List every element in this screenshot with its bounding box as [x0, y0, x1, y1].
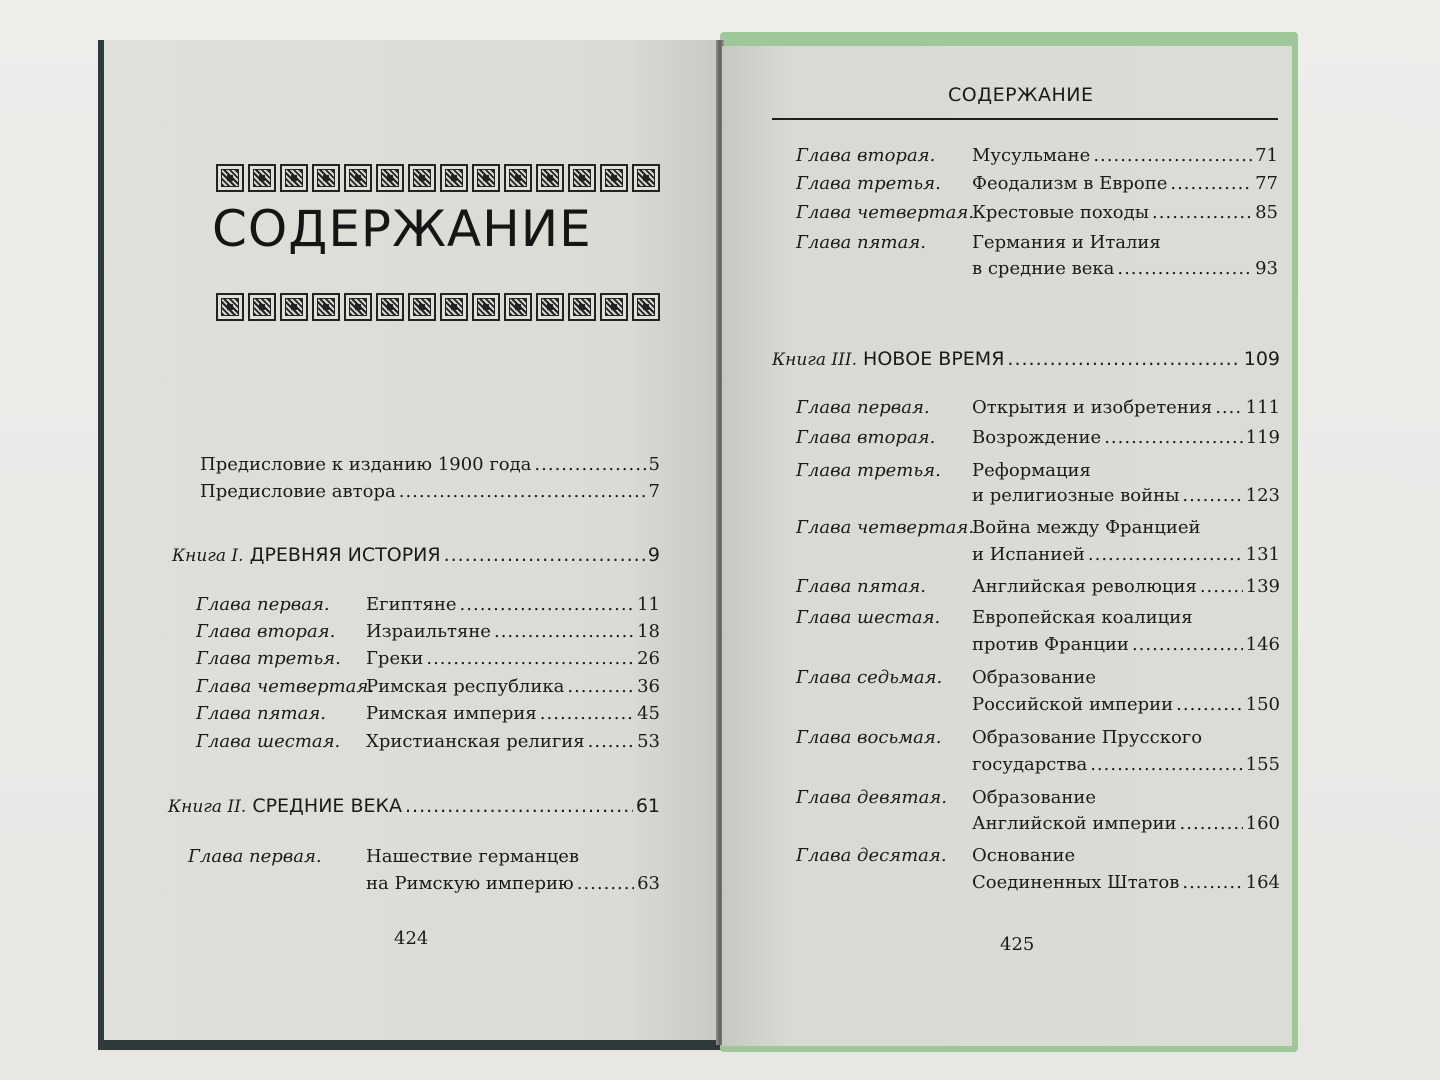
- toc-chapter[interactable]: Глава восьмая. Образование Прусского: [796, 727, 1203, 748]
- toc-chapter[interactable]: Глава шестая. Европейская коалиция: [796, 607, 1193, 628]
- toc-chapter[interactable]: Глава четвертая. Война между Францией: [796, 517, 1201, 538]
- toc-chapter-cont[interactable]: на Римскую империю ..... 63: [366, 873, 660, 894]
- toc-book-2[interactable]: Книга II. СРЕДНИЕ ВЕКА ..... 61: [168, 795, 660, 817]
- toc-chapter[interactable]: Глава первая. Нашествие германцев: [188, 846, 580, 867]
- toc-entry-preface-1900[interactable]: Предисловие к изданию 1900 года ..... 5: [200, 454, 660, 475]
- toc-chapter[interactable]: Глава пятая. Английская революция ..... 139: [796, 576, 1280, 597]
- toc-chapter-cont[interactable]: Соединенных Штатов ..... 164: [972, 872, 1280, 893]
- running-header: СОДЕРЖАНИЕ: [948, 84, 1094, 106]
- toc-chapter[interactable]: Глава вторая. Мусульмане ..... 71: [796, 145, 1278, 166]
- toc-chapter[interactable]: Глава вторая. Возрождение ..... 119: [796, 427, 1280, 448]
- toc-chapter[interactable]: Глава девятая. Образование: [796, 787, 1097, 808]
- toc-chapter[interactable]: Глава пятая. Германия и Италия: [796, 232, 1161, 253]
- toc-chapter-cont[interactable]: Английской империи ..... 160: [972, 813, 1280, 834]
- toc-entry-preface-author[interactable]: Предисловие автора ..... 7: [200, 481, 660, 502]
- toc-chapter[interactable]: Глава вторая. Израильтяне ..... 18: [196, 621, 660, 642]
- header-rule: [772, 118, 1278, 120]
- toc-chapter-cont[interactable]: в средние века ..... 93: [972, 258, 1278, 279]
- toc-chapter-cont[interactable]: и Испанией ..... 131: [972, 544, 1280, 565]
- toc-chapter[interactable]: Глава четвертая. Крестовые походы ..... 85: [796, 202, 1278, 223]
- page-number-left: 424: [394, 928, 429, 949]
- toc-book-1[interactable]: Книга I. ДРЕВНЯЯ ИСТОРИЯ ..... 9: [172, 544, 660, 566]
- toc-chapter[interactable]: Глава третья. Реформация: [796, 460, 1091, 481]
- toc-chapter-cont[interactable]: и религиозные войны ..... 123: [972, 485, 1280, 506]
- toc-chapter-cont[interactable]: государства ..... 155: [972, 754, 1280, 775]
- toc-chapter[interactable]: Глава шестая. Христианская религия ..... 53: [196, 731, 660, 752]
- toc-chapter[interactable]: Глава пятая. Римская империя ..... 45: [196, 703, 660, 724]
- ornament-border-bottom: [216, 293, 660, 321]
- toc-chapter[interactable]: Глава первая. Египтяне ..... 11: [196, 594, 660, 615]
- toc-chapter[interactable]: Глава первая. Открытия и изобретения ..... 111: [796, 397, 1280, 418]
- toc-chapter[interactable]: Глава четвертая. Римская республика ..... 36: [196, 676, 660, 697]
- page-number-right: 425: [1000, 934, 1035, 955]
- toc-chapter[interactable]: Глава третья. Феодализм в Европе ..... 77: [796, 173, 1278, 194]
- toc-chapter[interactable]: Глава десятая. Основание: [796, 845, 1076, 866]
- toc-book-3[interactable]: Книга III. НОВОЕ ВРЕМЯ ..... 109: [772, 348, 1280, 370]
- toc-chapter-cont[interactable]: Российской империи ..... 150: [972, 694, 1280, 715]
- toc-chapter-cont[interactable]: против Франции ..... 146: [972, 634, 1280, 655]
- ornament-border-top: [216, 164, 660, 192]
- toc-chapter[interactable]: Глава третья. Греки ..... 26: [196, 648, 660, 669]
- page-title: СОДЕРЖАНИЕ: [212, 200, 592, 258]
- toc-chapter[interactable]: Глава седьмая. Образование: [796, 667, 1097, 688]
